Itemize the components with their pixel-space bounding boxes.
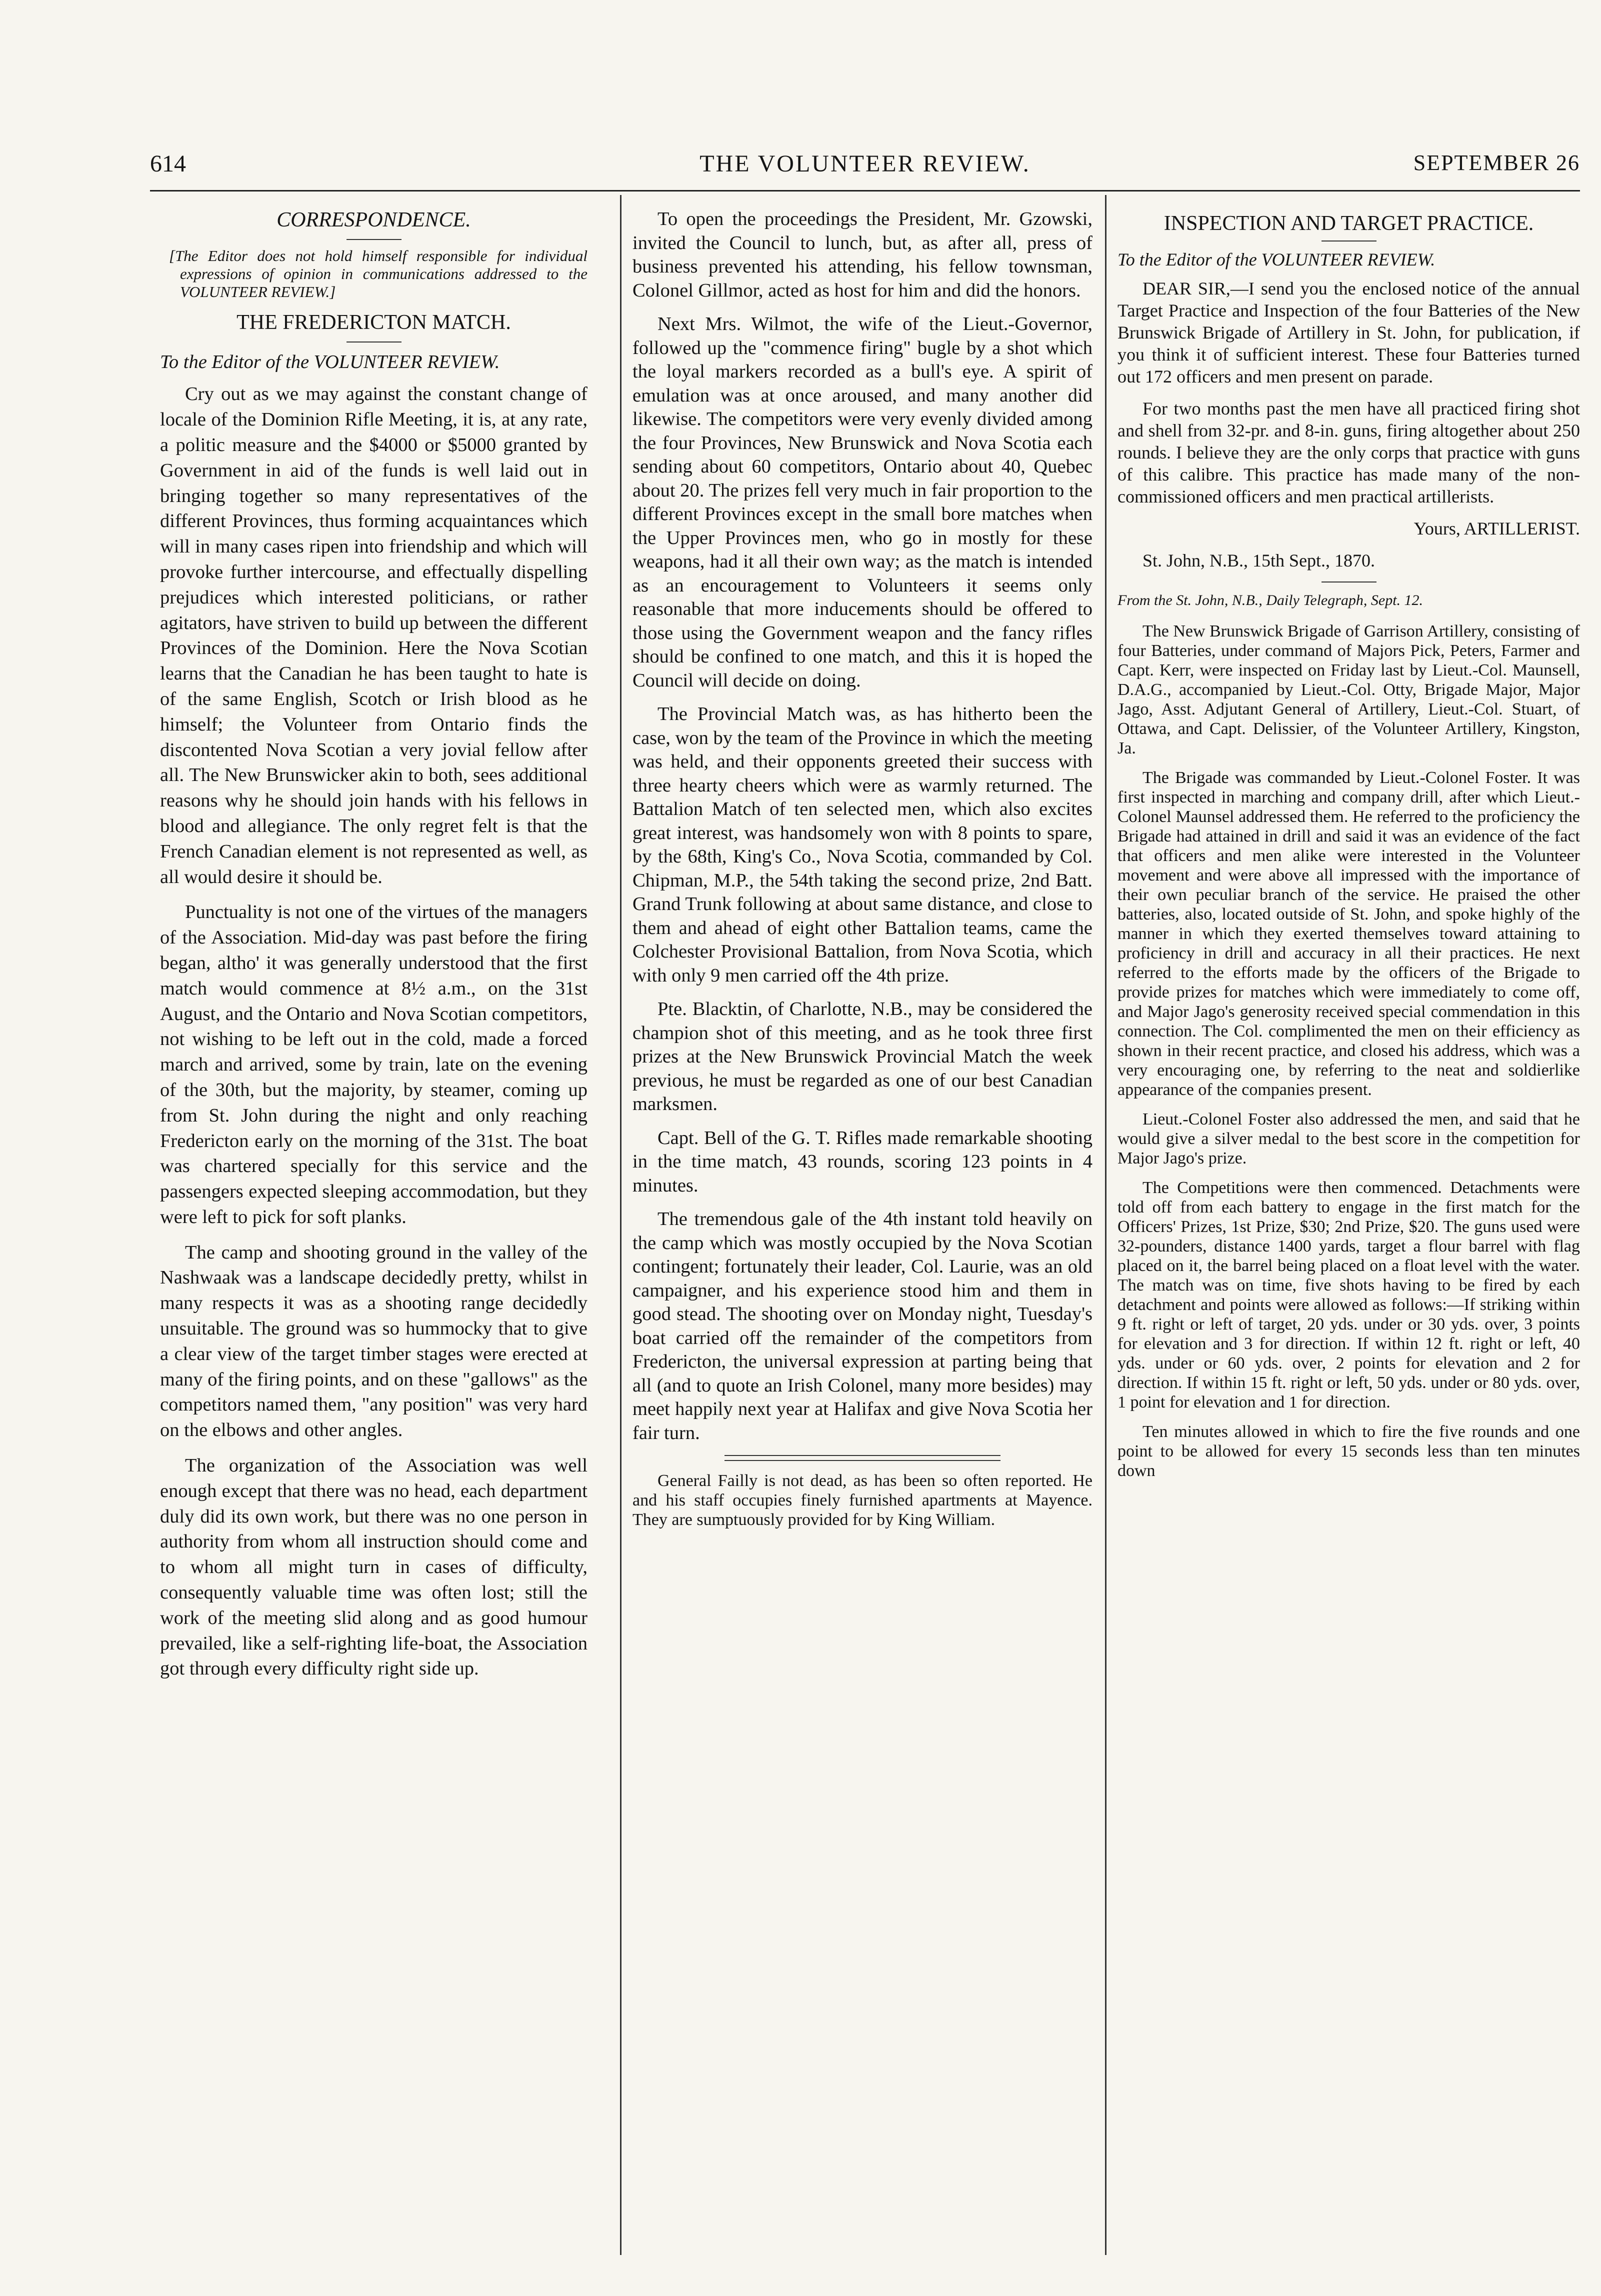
letter-paragraph: For two months past the men have all practiced firing shot and shell from 32-pr. and 8-in. guns, firing altogether about 250 rounds. I believe they are the only corps that practice with guns of this calibre. This practice has made many of the non-commissioned officers and men practical artillerists. [1118, 398, 1580, 506]
issue-date: SEPTEMBER 26 [1413, 150, 1580, 175]
column-3 [1118, 208, 1580, 2258]
signoff: Yours, ARTILLERIST. [1414, 518, 1580, 538]
news-item: General Failly is not dead, as has been so often reported. He and his staff occupies finely furnished apartments at Mayence. They are sumptuously provided for by King William. [632, 1472, 1092, 1529]
paragraph: Punctuality is not one of the virtues of the managers of the Association. Mid-day was past before the firing began, altho' it was generally understood that the first match would commence at 8½ a.m., on the 31st August, and the Ontario and Nova Scotian competitors, not wishing to be left out in the cold, made a forced march and arrived, some by train, late on the evening of the 30th, but the majority, by steamer, coming up from St. John during the night and only reaching Fredericton early on the morning of the 31st. The boat was chartered specially for this service and the passengers expected sleeping accommodation, but they were left to pick for soft planks. [160, 902, 588, 1228]
header-rule [150, 190, 1580, 192]
article-heading: THE FREDERICTON MATCH. [236, 310, 511, 334]
source-line: From the St. John, N.B., Daily Telegraph, Sept. 12. [1118, 592, 1424, 608]
salutation: To the Editor of the VOLUNTEER REVIEW. [1118, 250, 1436, 270]
dateline: St. John, N.B., 15th Sept., 1870. [1142, 550, 1376, 570]
salutation: To the Editor of the VOLUNTEER REVIEW. [160, 351, 500, 372]
paragraph: The Provincial Match was, as has hitherto been the case, won by the team of the Province in which the meeting was held, and their opponents greeted their success with three hearty cheers which were as warmly returned. The Battalion Match of ten selected men, which also excites great interest, was handsomely won with 8 points to spare, by the 68th, King's Co., Nova Scotia, commanded by Col. Chipman, M.P., the 54th taking the second prize, 2nd Batt. Grand Trunk following at about same distance, and close to them and ahead of eight other Battalion teams, came the Colchester Provisional Battalion, from Nova Scotia, which with only 9 men carried off the 4th prize. [632, 704, 1092, 986]
publication-title: THE VOLUNTEER REVIEW. [700, 150, 1030, 177]
paragraph: The organization of the Association was well enough except that there was no head, each department duly did its own work, but there was no one person in authority from whom all instruction should come and to whom all might turn in cases of difficulty, consequently valuable time was often lost; still the work of the meeting slid along and as good humour prevailed, like a self-righting life-boat, the Association got through every difficulty right side up. [160, 1455, 588, 1680]
paragraph: To open the proceedings the President, Mr. Gzowski, invited the Council to lunch, but, as after all, press of business prevented his attending, his fellow townsman, Colonel Gillmor, acted as host for him and did the honors. [632, 208, 1092, 301]
column-2 [632, 208, 1092, 2258]
paragraph: The tremendous gale of the 4th instant told heavily on the camp which was mostly occupied by the Nova Scotian contingent; fortunately their leader, Col. Laurie, was an old campaigner, and his experience stood him and them in good stead. The shooting over on Monday night, Tuesday's boat carried off the remainder of the competitors from Fredericton, the universal expression at parting being that all (and to quote an Irish Colonel, many more besides) may meet happily next year at Halifax and give Nova Scotia her fair turn. [632, 1208, 1092, 1444]
report-paragraph: Ten minutes allowed in which to fire the five rounds and one point to be allowed for every 15 seconds less than ten minutes down [1118, 1422, 1580, 1480]
page-number: 614 [150, 150, 186, 177]
separator [1322, 240, 1376, 242]
report-paragraph: The Brigade was commanded by Lieut.-Colonel Foster. It was first inspected in marching and company drill, after which Lieut.-Colonel Maunsel addressed them. He referred to the proficiency the Brigade had attained in drill and said it was an evidence of the fact that officers and men alike were interested in the Volunteer movement and were above all impressed with the importance of their own peculiar branch of the service. He praised the other batteries, also, located outside of St. John, and spoke highly of the manner in which they exerted themselves toward attaining to proficiency in drill and accuracy in all their practices. He next referred to the efforts made by the officers of the Brigade to provide prizes for matches which were immediately to come off, and Major Jago's generosity received special commendation in this connection. The Col. complimented the men on their efficiency as shown in their recent practice, and closed his address, which was a very encouraging one, by referring to the neat and soldierlike appearance of the companies present. [1118, 768, 1580, 1099]
report-paragraph: The Competitions were then commenced. Detachments were told off from each battery to engage in the first match for the Officers' Prizes, 1st Prize, $30; 2nd Prize, $20. The guns used were 32-pounders, distance 1400 yards, target a flour barrel with flag placed on it, the barrel being placed on a float level with the water. The match was on time, five shots having to be fired by each detachment and points were allowed as follows:—If striking within 9 ft. right or left of target, 20 yds. under or 30 yds. over, 3 points for elevation and 3 for direction. If within 12 ft. right or left, 40 yds. under or 60 yds. over, 2 points for elevation and 2 for direction. If within 15 ft. right or left, 50 yds. under or 80 yds. over, 1 point for elevation and 1 for direction. [1118, 1178, 1580, 1412]
paragraph: Cry out as we may against the constant change of locale of the Dominion Rifle Meeting, it is, at any rate, a politic measure and the $4000 or $5000 granted by Government in aid of the funds is well laid out in bringing together so many representatives of the different Provinces, thus forming acquaintances which will in many cases ripen into friendship and which will provoke further intercourse, and effectually dispelling prejudices which interested politicians, or rather agitators, have striven to build up between the different Provinces of the Dominion. Here the Nova Scotian learns that the Canadian he has been taught to hate is of the same English, Scotch or Irish blood as he himself; the Volunteer from Ontario finds the discontented Nova Scotian a very jovial fellow after all. The New Brunswicker akin to both, sees additional reasons why he should join hands with his fellows in blood and allegiance. The only regret felt is that the French Canadian element is not represented as well, as all would desire it should be. [160, 384, 588, 888]
paragraph: Next Mrs. Wilmot, the wife of the Lieut.-Governor, followed up the "commence firing" bugle by a shot which the loyal markers recorded as a bull's eye. A spirit of emulation was at once aroused, and many another did likewise. The competitors were very evenly divided among the four Provinces, New Brunswick and Nova Scotia each sending about 60 competitors, Ontario about 40, Quebec about 20. The prizes fell very much in fair proportion to the different Provinces except in the small bore matches when the Upper Provinces men, who go in mostly for these weapons, had it all their own way; as the match is intended as an encouragement to Volunteers it seems only reasonable that more inducements should be offered to those using the Government weapon and the fancy rifles should be confined to one match, and this it is hoped the Council will decide on doing. [632, 314, 1092, 691]
paragraph: Capt. Bell of the G. T. Rifles made remarkable shooting in the time match, 43 rounds, scoring 123 points in 4 minutes. [632, 1127, 1092, 1196]
article-heading: INSPECTION AND TARGET PRACTICE. [1164, 212, 1534, 235]
section-title: CORRESPONDENCE. [276, 208, 471, 232]
column-divider [1105, 195, 1106, 2255]
double-rule [724, 1455, 1000, 1461]
column-divider [620, 195, 622, 2255]
report-paragraph: The New Brunswick Brigade of Garrison Artillery, consisting of four Batteries, under command of Majors Pick, Peters, Farmer and Capt. Kerr, were inspected on Friday last by Lieut.-Col. Maunsell, D.A.G., accompanied by Lieut.-Col. Otty, Brigade Major, Major Jago, Asst. Adjutant General of Artillery, Lieut.-Col. Stuart, of Ottawa, and Capt. Delissier, of the Volunteer Artillery, Kingston, Ja. [1118, 622, 1580, 758]
page-header [150, 150, 1580, 190]
column-1 [160, 208, 588, 2258]
editor-note: [The Editor does not hold himself responsible for individual expressions of opinion in communications addressed to the VOLUNTEER REVIEW.] [169, 246, 588, 300]
paragraph: Pte. Blacktin, of Charlotte, N.B., may be considered the champion shot of this meeting, and as he took three first prizes at the New Brunswick Provincial Match the week previous, he must be regarded as one of our best Canadian marksmen. [632, 998, 1092, 1114]
letter-paragraph: DEAR SIR,—I send you the enclosed notice of the annual Target Practice and Inspection of the four Batteries of the New Brunswick Brigade of Artillery in St. John, for publication, if you think it of sufficient interest. These four Batteries turned out 172 officers and men present on parade. [1118, 278, 1580, 386]
paragraph: The camp and shooting ground in the valley of the Nashwaak was a landscape decidedly pretty, whilst in many respects it was as a shooting range decidedly unsuitable. The ground was so hummocky that to give a clear view of the target timber stages were erected at many of the firing points, and on these "gallows" as the competitors named them, "any position" was very hard on the elbows and other angles. [160, 1242, 588, 1441]
report-paragraph: Lieut.-Colonel Foster also addressed the men, and said that he would give a silver medal to the best score in the competition for Major Jago's prize. [1118, 1110, 1580, 1168]
separator [346, 239, 402, 240]
